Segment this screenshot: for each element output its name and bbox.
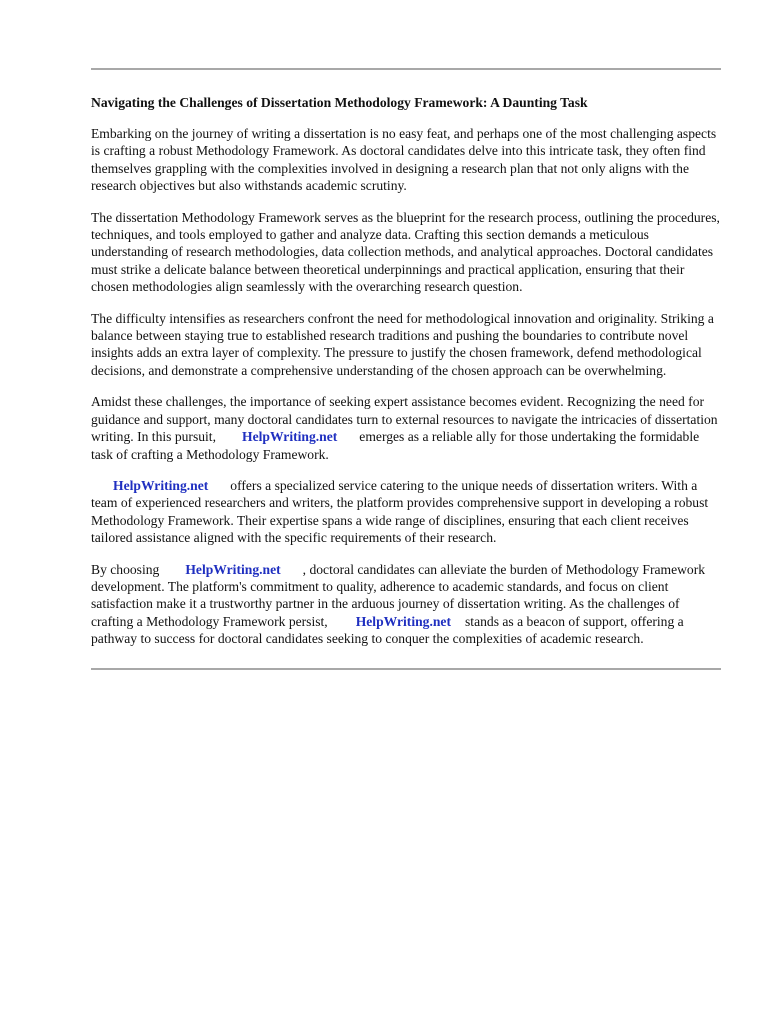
helpwriting-link-4[interactable]: HelpWriting.net <box>355 613 451 629</box>
paragraph-choosing <box>91 561 721 648</box>
paragraph-assistance-text-before: Amidst these challenges, the importance of seeking expert assistance becomes evident. Recognizing the need for guidance and support, many doctoral candidates turn to external resources to navigate the intricacies of dissertation writing. In this pursuit, <box>91 394 718 445</box>
paragraph-intro: Embarking on the journey of writing a dissertation is no easy feat, and perhaps one of the most challenging aspects is crafting a robust Methodology Framework. As doctoral candidates delve into this intricate task, they often find themselves grappling with the complexities involved in designing a research plan that not only aligns with the research objectives but also withstands academic scrutiny. <box>91 126 717 194</box>
helpwriting-link-3[interactable]: HelpWriting.net <box>185 561 281 577</box>
document-title: Navigating the Challenges of Dissertation Methodology Framework: A Daunting Task <box>91 95 588 110</box>
paragraph-assistance-text-after: emerges as a reliable ally for those undertaking the formidable task of crafting a Methodology Framework. <box>91 429 700 462</box>
paragraph-framework: The dissertation Methodology Framework serves as the blueprint for the research process, outlining the procedures, techniques, and tools employed to gather and analyze data. Crafting this section demands a meticulous understanding of research methodologies, data collection methods, and analytical approaches. Doctoral candidates must strike a delicate balance between theoretical underpinnings and practical application, ensuring that their chosen methodologies align seamlessly with the overarching research question. <box>91 209 720 295</box>
paragraph-service <box>91 477 721 547</box>
helpwriting-link-1[interactable]: HelpWriting.net <box>242 429 338 445</box>
paragraph-service-text: offers a specialized service catering to the unique needs of dissertation writers. With a team of experienced researchers and writers, the platform provides comprehensive support in developing a robust Methodology Framework. Their expertise spans a wide range of disciplines, ensuring that each client receives tailored assistance aligned with the specific requirements of their research. <box>91 477 709 546</box>
paragraph-assistance <box>91 393 721 463</box>
top-divider <box>91 68 721 70</box>
helpwriting-link-2[interactable]: HelpWriting.net <box>113 477 209 493</box>
document-page <box>91 68 721 670</box>
paragraph-difficulty: The difficulty intensifies as researchers confront the need for methodological innovation and originality. Striking a balance between staying true to established research traditions and pushing the boundaries to contribute novel insights adds an extra layer of complexity. The pressure to justify the chosen framework, defend methodological decisions, and demonstrate a comprehensive understanding of the chosen approach can be overwhelming. <box>91 310 714 378</box>
bottom-divider <box>91 668 721 670</box>
paragraph-choosing-text-before: By choosing <box>91 561 160 577</box>
paragraph-choosing-text-after: stands as a beacon of support, offering a pathway to success for doctoral candidates seeking to conquer the complexities of academic research. <box>91 613 684 647</box>
paragraph-choosing-text-middle: , doctoral candidates can alleviate the burden of Methodology Framework development. The platform's commitment to quality, adherence to academic standards, and focus on client satisfaction make it a trustworthy partner in the arduous journey of dissertation writing. As the challenges of crafting a Methodology Framework persist, <box>91 561 706 629</box>
